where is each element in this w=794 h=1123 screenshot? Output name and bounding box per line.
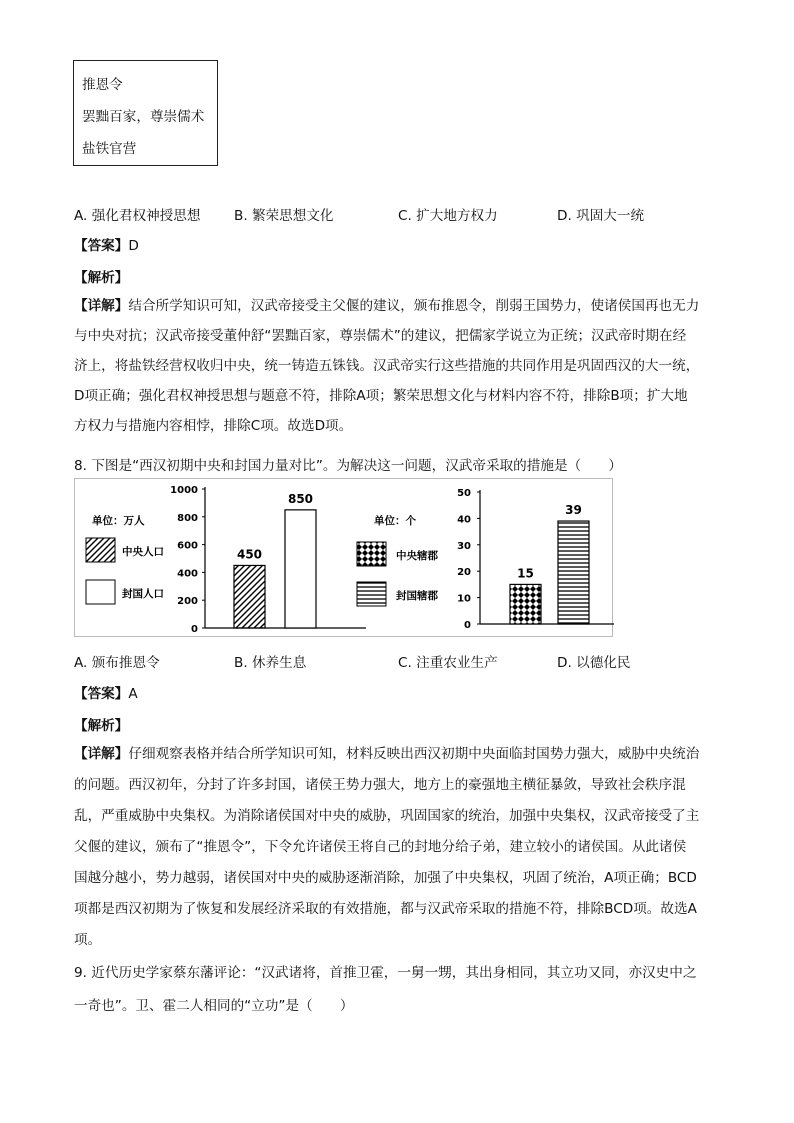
detail-line: 项。 [74,932,102,948]
y-tick-label: 200 [177,596,198,608]
bar-封国辖郡 [558,521,589,624]
detail-line: 与中央对抗；汉武帝接受董仲舒“罢黜百家，尊崇儒术”的建议，把儒家学说立为正统；汉武帝时期在经 [74,328,687,344]
q8-analysis-label: 【解析】 [74,718,129,734]
y-tick-label: 0 [464,620,471,631]
q7-option-d: D. 巩固大一统 [557,208,645,224]
legend-label: 封国辖郡 [396,590,438,602]
y-tick-label: 1000 [170,485,198,496]
legend-swatch [86,580,115,604]
q7-analysis-label: 【解析】 [74,270,129,286]
y-tick-label: 800 [177,512,198,524]
legend-label: 中央人口 [122,546,164,558]
y-tick-label: 600 [177,540,198,552]
q8-option-b: B. 休养生息 [234,655,307,671]
detail-line: 项都是西汉初期为了恢复和发展经济采取的有效措施，都与汉武帝采取的措施不符，排除BCD项。故选A [74,901,697,917]
bar-value-label: 39 [565,503,582,518]
detail-line: 方权力与措施内容相悖，排除C项。故选D项。 [74,418,353,434]
chart-unit-label: 单位：个 [374,515,416,527]
y-tick-label: 30 [457,540,471,552]
detail-label: 【详解】 [74,298,129,314]
bar-value-label: 15 [517,566,534,581]
q8-detail [74,739,724,956]
q9-stem [74,957,724,1023]
y-tick-label: 0 [191,624,198,635]
legend-swatch [357,542,386,566]
box-line: 盐铁官营 [82,141,137,157]
bar-value-label: 850 [287,491,314,506]
detail-line: 【详解】结合所学知识可知，汉武帝接受主父偃的建议，颁布推恩令，削弱王国势力，使诸侯国再也无力 [74,298,700,314]
answer-label: 【答案】 [74,686,129,702]
bar-封国人口 [285,510,316,628]
bar-value-label: 450 [236,547,263,562]
legend-label: 封国人口 [122,588,164,600]
chart-unit-label: 单位：万人 [92,515,145,527]
legend-swatch [357,582,386,606]
detail-line: 的问题。西汉初年，分封了许多封国，诸侯王势力强大，地方上的豪强地主横征暴敛，导致社会秩序混 [74,777,686,793]
bar-中央人口 [234,565,265,628]
measures-box [73,60,218,166]
q7-option-a: A. 强化君权神授思想 [74,208,201,224]
bar-中央辖郡 [510,584,541,624]
y-tick-label: 50 [457,488,471,499]
answer-label: 【答案】 [74,238,129,254]
q8-option-a: A. 颁布推恩令 [74,655,160,671]
box-line: 罢黜百家，尊崇儒术 [82,109,205,125]
stem-line: 一奇也”。卫、霍二人相同的“立功”是（ ） [74,998,354,1014]
q7-answer [74,234,139,254]
y-tick-label: 10 [457,593,471,605]
box-line: 推恩令 [82,77,123,93]
detail-line: D项正确；强化君权神授思想与题意不符，排除A项；繁荣思想文化与材料内容不符，排除B项；扩大地 [74,388,688,404]
answer-value: A [128,686,138,702]
y-tick-label: 40 [457,514,471,526]
stem-line: 9. 近代历史学家蔡东藩评论：“汉武诸将，首推卫霍，一舅一甥，其出身相同，其立功又同，亦汉史中之 [74,965,697,981]
detail-line: 济上，将盐铁经营权收归中央，统一铸造五铢钱。汉武帝实行这些措施的共同作用是巩固西汉的大一统， [74,358,700,374]
detail-line: 国越分越小，势力越弱，诸侯国对中央的威胁逐渐消除，加强了中央集权，巩固了统治，A项正确；BCD [74,870,697,886]
y-tick-label: 400 [177,568,198,580]
detail-line: 乱，严重威胁中央集权。为消除诸侯国对中央的威胁，巩固国家的统治，加强中央集权，汉武帝接受了主 [74,808,700,824]
detail-line: 父偃的建议，颁布了“推恩令”，下令允许诸侯王将自己的封地分给子弟，建立较小的诸侯国。从此诸侯 [74,839,687,855]
legend-label: 中央辖郡 [396,550,438,562]
q7-option-b: B. 繁荣思想文化 [234,208,334,224]
legend-swatch [86,538,115,562]
detail-label: 【详解】 [74,746,129,762]
comparison-charts [74,478,614,638]
q8-option-c: C. 注重农业生产 [398,655,498,671]
q8-option-d: D. 以德化民 [557,655,631,671]
detail-line: 【详解】仔细观察表格并结合所学知识可知，材料反映出西汉初期中央面临封国势力强大，威胁中央统治 [74,746,700,762]
q8-answer [74,682,138,702]
q7-detail [74,291,724,441]
answer-value: D [128,238,139,254]
q8-stem: 8. 下图是“西汉初期中央和封国力量对比”。为解决这一问题，汉武帝采取的措施是（ ） [74,458,622,474]
y-tick-label: 20 [457,567,471,579]
q7-option-c: C. 扩大地方权力 [398,208,498,224]
